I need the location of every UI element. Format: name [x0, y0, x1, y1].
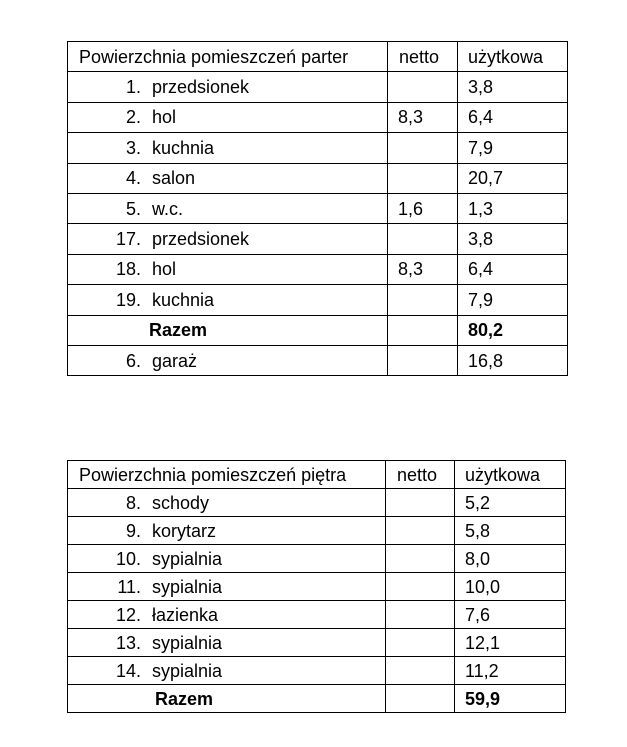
room-number: 4.: [125, 168, 141, 189]
table-row: [68, 345, 568, 375]
header-netto: netto: [388, 42, 458, 72]
room-number: 19.: [115, 289, 141, 310]
netto-cell: [386, 657, 455, 685]
uzytkowa-cell: 11,2: [455, 657, 566, 685]
table-row: [68, 601, 566, 629]
room-number: 6.: [125, 350, 141, 371]
netto-cell: [388, 285, 458, 315]
netto-cell: [388, 163, 458, 193]
room-name: hol: [152, 107, 177, 128]
total-value: 80,2: [458, 315, 568, 345]
parter-area-table: [67, 41, 568, 376]
netto-cell: [386, 489, 455, 517]
header-room-name: Powierzchnia pomieszczeń piętra: [68, 461, 386, 489]
table-row: [68, 657, 566, 685]
total-label-cell: [68, 685, 386, 713]
uzytkowa-cell: 6,4: [458, 102, 568, 132]
uzytkowa-cell: 7,9: [458, 133, 568, 163]
uzytkowa-cell: 20,7: [458, 163, 568, 193]
total-row: [68, 315, 568, 345]
room-name: garaż: [152, 350, 198, 371]
room-cell: [68, 254, 388, 284]
room-number: 3.: [125, 137, 141, 158]
room-cell: [68, 345, 388, 375]
room-cell: [68, 657, 386, 685]
room-cell: [68, 517, 386, 545]
room-name: schody: [152, 492, 210, 513]
netto-cell: [388, 133, 458, 163]
room-cell: [68, 573, 386, 601]
header-uzytkowa: użytkowa: [455, 461, 566, 489]
table-header-row: [68, 42, 568, 72]
room-cell: [68, 193, 388, 223]
room-cell: [68, 489, 386, 517]
room-name: sypialnia: [152, 548, 223, 569]
header-uzytkowa: użytkowa: [458, 42, 568, 72]
room-name: przedsionek: [152, 77, 250, 98]
netto-cell: [386, 573, 455, 601]
table-row: [68, 163, 568, 193]
table-header-row: [68, 461, 566, 489]
netto-cell: [386, 545, 455, 573]
netto-cell: [386, 601, 455, 629]
room-name: przedsionek: [152, 229, 250, 250]
uzytkowa-cell: 8,0: [455, 545, 566, 573]
room-number: 5.: [125, 198, 141, 219]
netto-cell: 8,3: [388, 102, 458, 132]
total-label-cell: [68, 315, 388, 345]
room-name: w.c.: [152, 198, 184, 219]
room-name: sypialnia: [152, 576, 223, 597]
uzytkowa-cell: 12,1: [455, 629, 566, 657]
table-row: [68, 102, 568, 132]
room-number: 11.: [117, 576, 141, 597]
netto-cell: [388, 72, 458, 102]
uzytkowa-cell: 6,4: [458, 254, 568, 284]
total-value: 59,9: [455, 685, 566, 713]
table-row: [68, 254, 568, 284]
room-number: 2.: [125, 107, 141, 128]
room-number: 10.: [115, 548, 141, 569]
uzytkowa-cell: 7,6: [455, 601, 566, 629]
table-row: [68, 545, 566, 573]
table-row: [68, 573, 566, 601]
netto-cell: [388, 345, 458, 375]
room-name: łazienka: [152, 604, 219, 625]
header-netto: netto: [386, 461, 455, 489]
table-row: [68, 133, 568, 163]
uzytkowa-cell: 5,2: [455, 489, 566, 517]
room-number: 14.: [115, 660, 141, 681]
room-number: 18.: [115, 259, 141, 280]
pietro-area-table: [67, 460, 566, 713]
netto-cell: 1,6: [388, 193, 458, 223]
table-row: [68, 193, 568, 223]
netto-cell: [386, 685, 455, 713]
room-name: sypialnia: [152, 660, 223, 681]
netto-cell: [386, 517, 455, 545]
uzytkowa-cell: 5,8: [455, 517, 566, 545]
room-name: sypialnia: [152, 632, 223, 653]
netto-cell: [388, 315, 458, 345]
uzytkowa-cell: 1,3: [458, 193, 568, 223]
table-row: [68, 285, 568, 315]
room-number: 17.: [115, 229, 141, 250]
room-number: 13.: [115, 632, 141, 653]
total-row: [68, 685, 566, 713]
room-number: 1.: [125, 77, 141, 98]
total-label: Razem: [155, 688, 214, 709]
room-cell: [68, 601, 386, 629]
uzytkowa-cell: 10,0: [455, 573, 566, 601]
room-cell: [68, 102, 388, 132]
room-name: korytarz: [152, 520, 217, 541]
room-cell: [68, 133, 388, 163]
header-room-name: Powierzchnia pomieszczeń parter: [68, 42, 388, 72]
room-number: 8.: [125, 492, 141, 513]
room-name: salon: [152, 168, 196, 189]
table-row: [68, 629, 566, 657]
uzytkowa-cell: 3,8: [458, 224, 568, 254]
room-cell: [68, 163, 388, 193]
room-name: kuchnia: [152, 137, 215, 158]
room-cell: [68, 72, 388, 102]
room-cell: [68, 545, 386, 573]
uzytkowa-cell: 3,8: [458, 72, 568, 102]
table-row: [68, 517, 566, 545]
room-number: 9.: [125, 520, 141, 541]
room-number: 12.: [115, 604, 141, 625]
room-cell: [68, 285, 388, 315]
table-row: [68, 72, 568, 102]
room-name: hol: [152, 259, 177, 280]
room-cell: [68, 629, 386, 657]
netto-cell: [388, 224, 458, 254]
total-label: Razem: [149, 320, 208, 341]
uzytkowa-cell: 7,9: [458, 285, 568, 315]
netto-cell: [386, 629, 455, 657]
table-row: [68, 224, 568, 254]
room-cell: [68, 224, 388, 254]
table-row: [68, 489, 566, 517]
netto-cell: 8,3: [388, 254, 458, 284]
uzytkowa-cell: 16,8: [458, 345, 568, 375]
room-name: kuchnia: [152, 289, 215, 310]
